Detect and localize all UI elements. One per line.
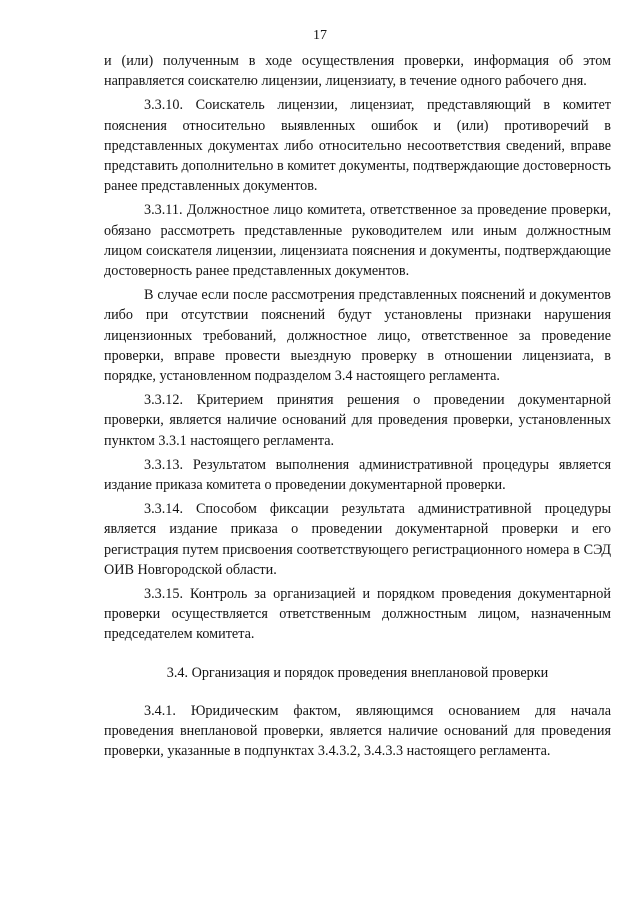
paragraph-3-3-13: 3.3.13. Результатом выполнения административной процедуры является издание приказа комитета о проведении документарной проверки.: [104, 456, 611, 494]
paragraph-continuation: и (или) полученным в ходе осуществления проверки, информация об этом направляется соискателю лицензии, лицензиату, в течение одного рабочего дня.: [104, 53, 611, 90]
paragraph-3-3-15: 3.3.15. Контроль за организацией и порядком проведения документарной проверки осуществляется ответственным должностным лицом, назначенным председателем комитета.: [104, 586, 611, 643]
paragraph-3-3-14: 3.3.14. Способом фиксации результата административной процедуры является издание приказа о проведении документарной проверки и его регистрация путем присвоения соответствующего регистрационного номера в СЭД ОИВ Новгородской области.: [104, 501, 611, 578]
paragraph-3-4-1: 3.4.1. Юридическим фактом, являющимся основанием для начала проведения внеплановой проверки, является наличие оснований для проведения проверки, указанные в подпунктах 3.4.3.2, 3.4.3.3 настоящего регламента.: [104, 702, 611, 760]
paragraph-3-3-10: 3.3.10. Соискатель лицензии, лицензиат, представляющий в комитет пояснения относительно выявленных ошибок и (или) противоречий в представленных документах либо относительно несоответствия сведений, вправе представить дополнительно в комитет документы, подтверждающие достоверность ранее представленных документов.: [104, 97, 611, 195]
section-heading-3-4: 3.4. Организация и порядок проведения внеплановой проверки: [166, 664, 549, 681]
paragraph-3-3-11: 3.3.11. Должностное лицо комитета, ответственное за проведение проверки, обязано рассмотреть представленные руководителем или иным должностным лицом соискателя лицензии, лицензиата пояснения и документы, подтверждающие достоверность ранее представленных документов.: [104, 202, 611, 280]
document-body: [104, 51, 611, 766]
paragraph-3-3-12: 3.3.12. Критерием принятия решения о проведении документарной проверки, является наличие оснований для проведения проверки, установленных пунктом 3.3.1 настоящего регламента.: [104, 392, 611, 449]
paragraph-3-3-11-continued: В случае если после рассмотрения представленных пояснений и документов либо при отсутствии пояснений будут установлены признаки нарушения лицензионных требований, должностное лицо, ответственное за проведение проверки, вправе провести выездную проверку в отношении лицензиата, в порядке, установленном подразделом 3.4 настоящего регламента.: [104, 287, 611, 385]
page-number: 17: [313, 28, 327, 43]
